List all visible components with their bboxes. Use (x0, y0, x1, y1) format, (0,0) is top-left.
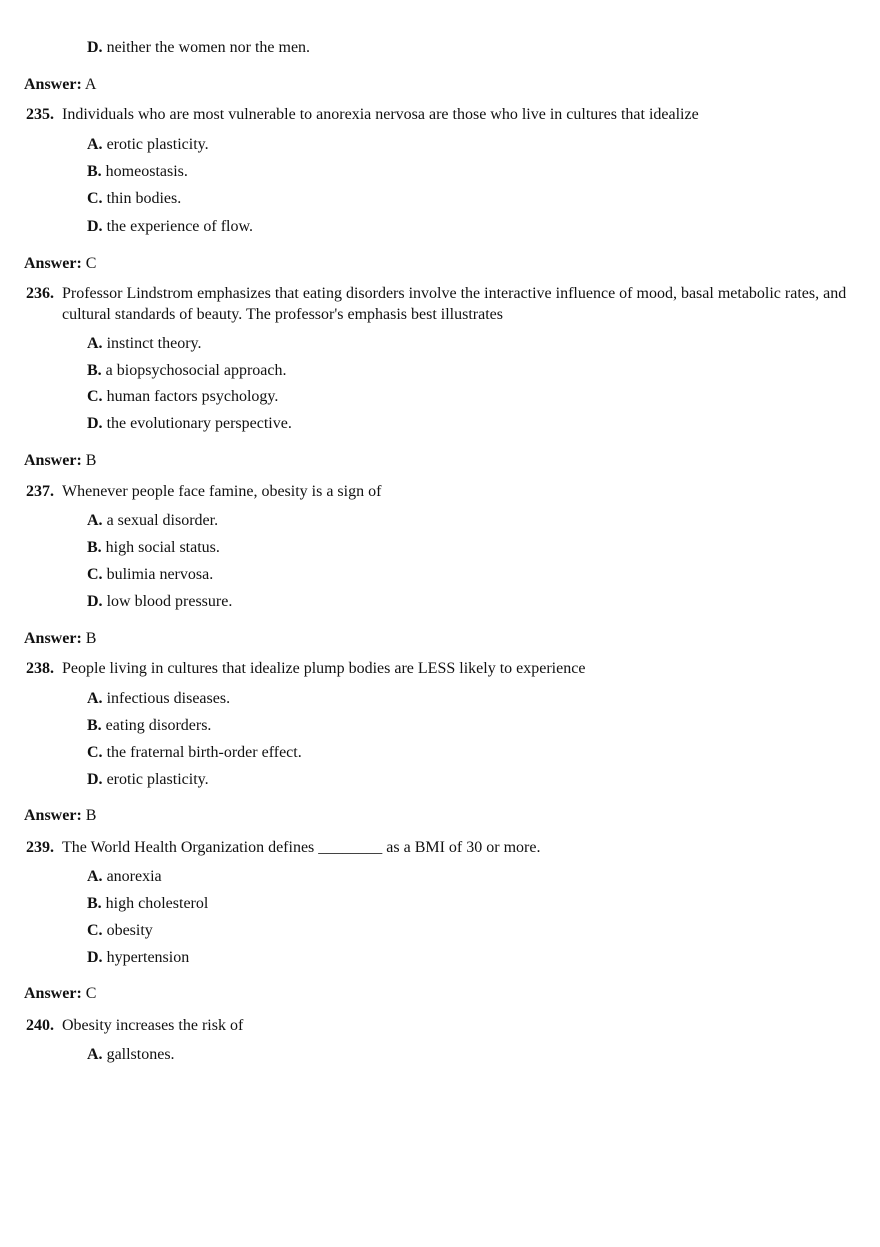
option-letter: B. (87, 895, 102, 912)
question-number: 240. (26, 1017, 54, 1034)
option-a (87, 867, 162, 886)
option-b (87, 361, 287, 380)
option-text: erotic plasticity. (106, 136, 209, 153)
answer-label: Answer: (24, 985, 82, 1002)
question-number: 239. (26, 839, 54, 856)
option-d (87, 770, 209, 789)
answer-label: Answer: (24, 76, 82, 93)
option-c (87, 565, 213, 584)
option-text: high cholesterol (105, 895, 209, 912)
question-number: 237. (26, 483, 54, 500)
question-text: The World Health Organization defines ________ as a BMI of 30 or more. (62, 839, 541, 856)
option-text: bulimia nervosa. (106, 566, 214, 583)
option-text: homeostasis. (105, 163, 188, 180)
option-text: the fraternal birth-order effect. (106, 744, 302, 761)
option-letter: B. (87, 163, 102, 180)
answer-label: Answer: (24, 255, 82, 272)
answer-line (24, 451, 96, 470)
option-text: neither the women nor the men. (106, 39, 311, 56)
option-c (87, 743, 302, 762)
option-a (87, 135, 209, 154)
answer-label: Answer: (24, 807, 82, 824)
option-letter: B. (87, 539, 102, 556)
question-number: 235. (26, 106, 54, 123)
option-a (87, 689, 230, 708)
option-letter: D. (87, 415, 103, 432)
option-b (87, 538, 220, 557)
option-letter: D. (87, 771, 103, 788)
answer-value: C (85, 255, 97, 272)
option-text: anorexia (106, 868, 162, 885)
option-b (87, 162, 188, 181)
option-text: high social status. (105, 539, 220, 556)
question-number: 236. (26, 285, 54, 302)
question-text: Individuals who are most vulnerable to anorexia nervosa are those who live in cultures that idealize (62, 106, 699, 123)
option-letter: A. (87, 136, 103, 153)
option-letter: A. (87, 335, 103, 352)
option-text: instinct theory. (106, 335, 202, 352)
option-a (87, 511, 218, 530)
option-a (87, 334, 202, 353)
option-text: low blood pressure. (106, 593, 233, 610)
answer-line (24, 75, 96, 94)
option-letter: C. (87, 744, 103, 761)
option-text: human factors psychology. (106, 388, 279, 405)
question-text: People living in cultures that idealize plump bodies are LESS likely to experience (62, 660, 586, 677)
option-text: gallstones. (106, 1046, 175, 1063)
question-number: 238. (26, 660, 54, 677)
answer-value: A (84, 76, 97, 93)
option-letter: D. (87, 218, 103, 235)
option-text: erotic plasticity. (106, 771, 209, 788)
answer-line (24, 629, 96, 648)
answer-label: Answer: (24, 452, 82, 469)
option-b (87, 894, 208, 913)
option-text: hypertension (106, 949, 190, 966)
option-d (87, 592, 232, 611)
option-letter: A. (87, 868, 103, 885)
answer-line (24, 984, 96, 1003)
option-a (87, 1045, 175, 1064)
option-text: obesity (106, 922, 153, 939)
option-letter: B. (87, 362, 102, 379)
option-letter: D. (87, 39, 103, 56)
answer-label: Answer: (24, 630, 82, 647)
answer-value: B (85, 807, 97, 824)
question-text: Professor Lindstrom emphasizes that eating disorders involve the interactive influence of mood, basal metabolic rates, and cultural standards of beauty. The professor's emphasis best illustrates (62, 285, 847, 323)
option-letter: D. (87, 949, 103, 966)
answer-line (24, 806, 96, 825)
option-letter: A. (87, 690, 103, 707)
option-letter: B. (87, 717, 102, 734)
option-letter: A. (87, 1046, 103, 1063)
option-text: a biopsychosocial approach. (105, 362, 287, 379)
option-letter: C. (87, 922, 103, 939)
option-d (87, 948, 189, 967)
option-d (87, 414, 292, 433)
option-letter: C. (87, 190, 103, 207)
answer-value: B (85, 630, 97, 647)
answer-line (24, 254, 96, 273)
option-text: the evolutionary perspective. (106, 415, 292, 432)
option-text: infectious diseases. (106, 690, 231, 707)
option-d (87, 38, 310, 57)
answer-value: C (85, 985, 97, 1002)
option-d (87, 217, 253, 236)
option-b (87, 716, 211, 735)
option-letter: D. (87, 593, 103, 610)
option-letter: A. (87, 512, 103, 529)
option-letter: C. (87, 566, 103, 583)
option-c (87, 387, 278, 406)
option-letter: C. (87, 388, 103, 405)
option-text: a sexual disorder. (106, 512, 219, 529)
option-text: eating disorders. (105, 717, 212, 734)
option-text: the experience of flow. (106, 218, 254, 235)
question-text: Whenever people face famine, obesity is a sign of (62, 483, 382, 500)
option-text: thin bodies. (106, 190, 182, 207)
option-c (87, 921, 153, 940)
answer-value: B (85, 452, 97, 469)
question-text: Obesity increases the risk of (62, 1017, 244, 1034)
option-c (87, 189, 181, 208)
